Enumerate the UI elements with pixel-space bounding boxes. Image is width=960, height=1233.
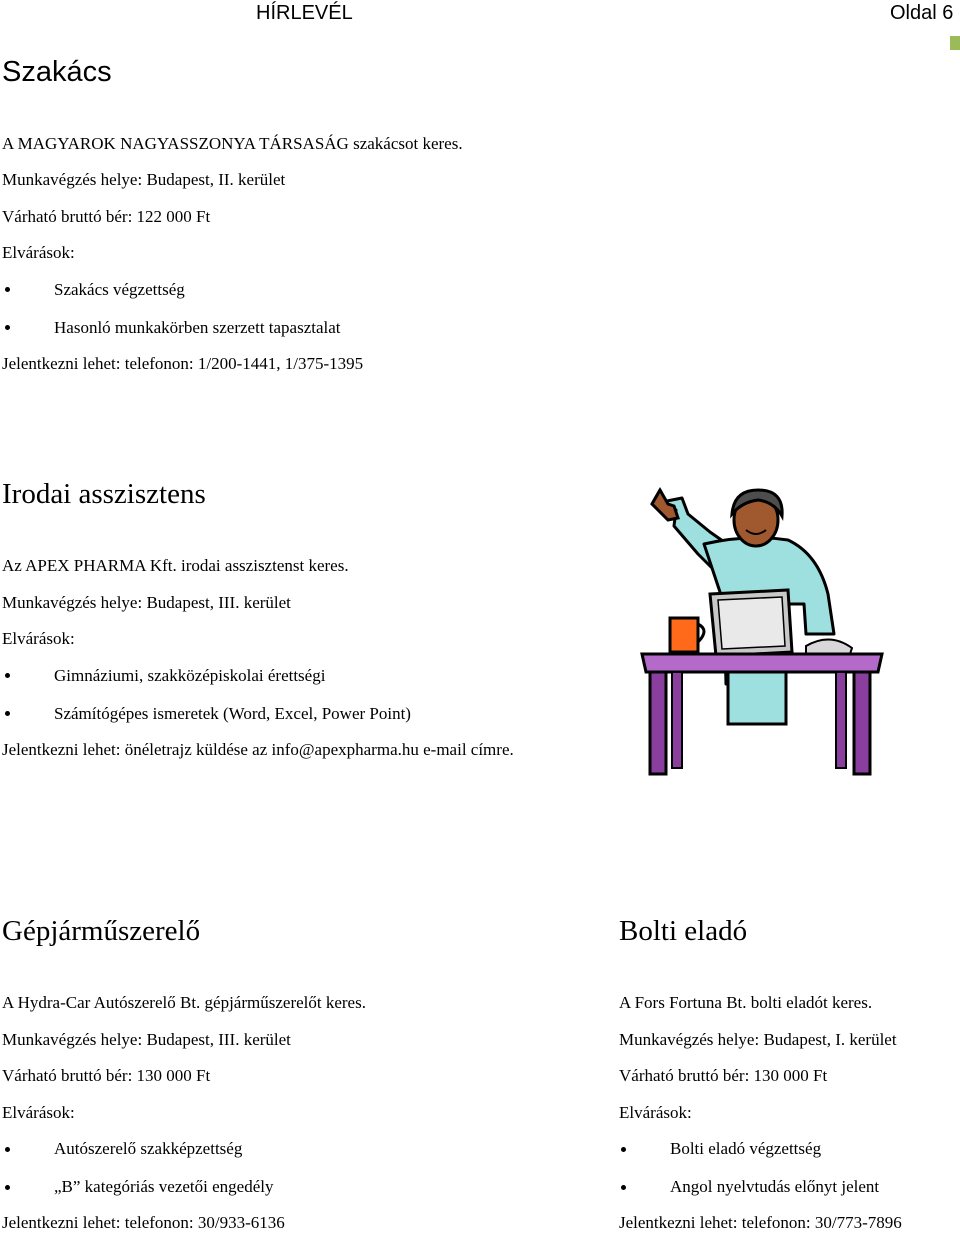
ad3-line-salary: Várható bruttó bér: 130 000 Ft [2, 1066, 211, 1085]
ad3-requirement: Autószerelő szakképzettség [54, 1139, 243, 1158]
bullet-icon [621, 1147, 626, 1152]
ad2-line-location: Munkavégzés helye: Budapest, III. kerület [2, 593, 291, 612]
ad3-line-location: Munkavégzés helye: Budapest, III. kerület [2, 1030, 291, 1049]
ad1-line-salary: Várható bruttó bér: 122 000 Ft [2, 207, 211, 226]
ad3-requirement: „B” kategóriás vezetői engedély [54, 1177, 274, 1196]
ad4-line-salary: Várható bruttó bér: 130 000 Ft [619, 1066, 828, 1085]
ad3-title: Gépjárműszerelő [2, 915, 201, 947]
ad2-line-requirements-label: Elvárások: [2, 629, 75, 648]
bullet-icon [5, 287, 10, 292]
ad4-title: Bolti eladó [619, 915, 748, 947]
ad4-line-employer: A Fors Fortuna Bt. bolti eladót keres. [619, 993, 873, 1012]
ad1-line-requirements-label: Elvárások: [2, 243, 75, 262]
ad1-contact: Jelentkezni lehet: telefonon: 1/200-1441, 1/375-1395 [2, 354, 364, 373]
ad4-requirement: Angol nyelvtudás előnyt jelent [670, 1177, 880, 1196]
header-accent-bar [950, 36, 960, 50]
ad2-line-employer: Az APEX PHARMA Kft. irodai asszisztenst keres. [2, 556, 349, 575]
bullet-icon [5, 1185, 10, 1190]
newsletter-title: HÍRLEVÉL [256, 2, 353, 24]
ad4-line-location: Munkavégzés helye: Budapest, I. kerület [619, 1030, 897, 1049]
ad1-line-location: Munkavégzés helye: Budapest, II. kerület [2, 170, 286, 189]
ad1-requirement: Szakács végzettség [54, 280, 185, 299]
ad4-contact: Jelentkezni lehet: telefonon: 30/773-7896 [619, 1213, 902, 1232]
ad2-requirement: Számítógépes ismeretek (Word, Excel, Power Point) [54, 704, 411, 723]
ad3-line-employer: A Hydra-Car Autószerelő Bt. gépjárműszerelőt keres. [2, 993, 366, 1012]
page-label: Oldal 6 [890, 2, 954, 24]
bullet-icon [621, 1185, 626, 1190]
ad1-requirement: Hasonló munkakörben szerzett tapasztalat [54, 318, 341, 337]
ad2-requirement: Gimnáziumi, szakközépiskolai érettségi [54, 666, 326, 685]
bullet-icon [5, 325, 10, 330]
ad2-title: Irodai asszisztens [2, 478, 206, 510]
ad1-title: Szakács [2, 56, 112, 88]
bullet-icon [5, 711, 10, 716]
ad4-requirement: Bolti eladó végzettség [670, 1139, 822, 1158]
ad2-contact: Jelentkezni lehet: önéletrajz küldése az info@apexpharma.hu e-mail címre. [2, 740, 514, 759]
ad1-line-employer: A MAGYAROK NAGYASSZONYA TÁRSASÁG szakácsot keres. [2, 134, 463, 153]
bullet-icon [5, 673, 10, 678]
ad4-line-requirements-label: Elvárások: [619, 1103, 692, 1122]
ad3-contact: Jelentkezni lehet: telefonon: 30/933-6136 [2, 1213, 285, 1232]
ad3-line-requirements-label: Elvárások: [2, 1103, 75, 1122]
office-worker-illustration [638, 484, 884, 784]
bullet-icon [5, 1147, 10, 1152]
